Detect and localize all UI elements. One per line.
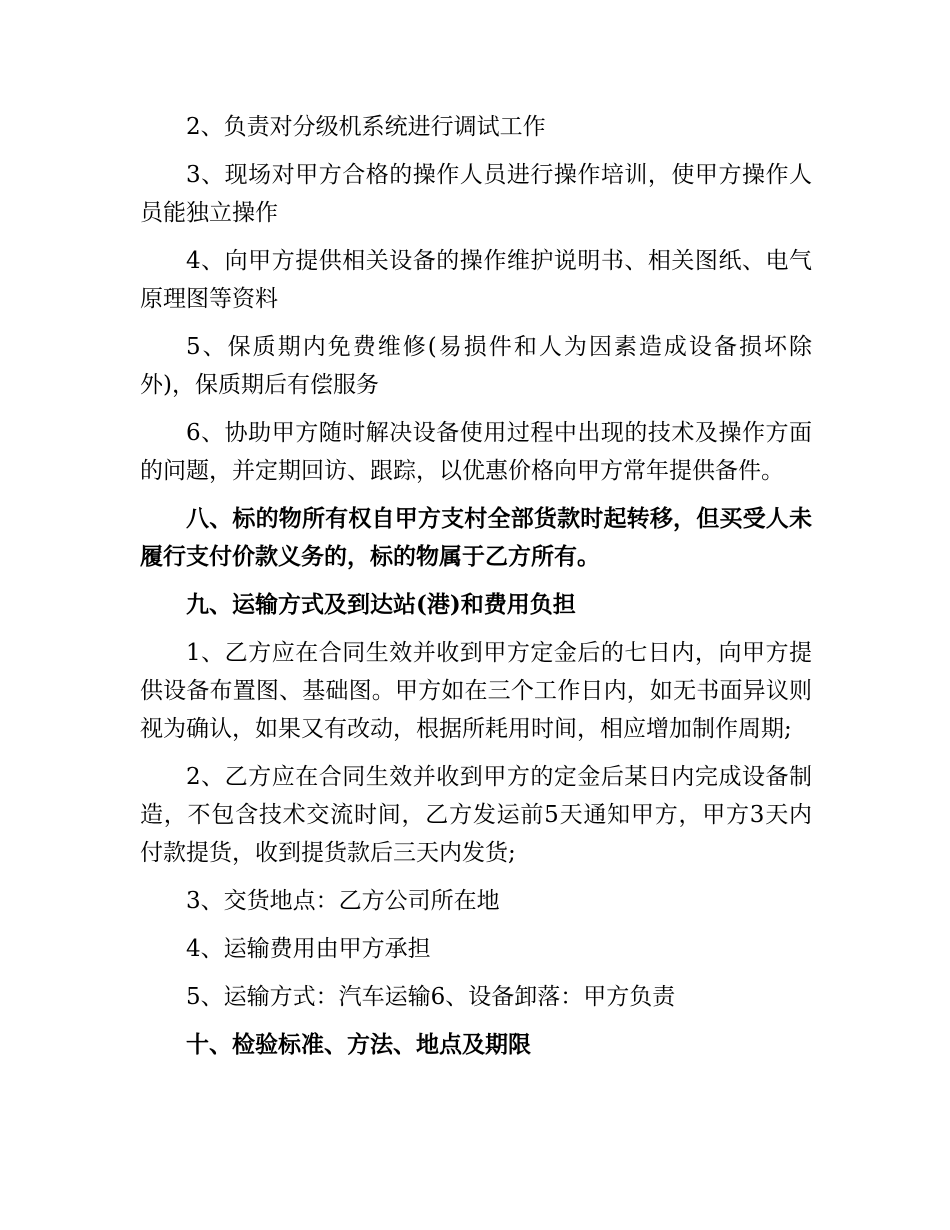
paragraph-transport-item-5: 5、运输方式：汽车运输6、设备卸落：甲方负责 <box>186 984 676 1010</box>
paragraph-transport-item-1: 1、乙方应在合同生效并收到甲方定金后的七日内，向甲方提供设备布置图、基础图。甲方如在三个工作日内，如无书面异议则视为确认，如果又有改动，根据所耗用时间，相应增加制作周期; <box>140 640 812 742</box>
paragraph-transport-item-4: 4、运输费用由甲方承担 <box>186 936 431 962</box>
section-heading-8: 八、标的物所有权自甲方支村全部货款时起转移，但买受人未履行支付价款义务的，标的物属于乙方所有。 <box>140 505 812 570</box>
paragraph-transport-item-3: 3、交货地点：乙方公司所在地 <box>186 888 500 914</box>
paragraph-service-item-4: 4、向甲方提供相关设备的操作维护说明书、相关图纸、电气原理图等资料 <box>140 248 812 312</box>
section-heading-10: 十、检验标准、方法、地点及期限 <box>186 1031 531 1058</box>
paragraph-transport-item-2: 2、乙方应在合同生效并收到甲方的定金后某日内完成设备制造，不包含技术交流时间，乙方发运前5天通知甲方，甲方3天内付款提货，收到提货款后三天内发货; <box>140 764 812 866</box>
paragraph-service-item-3: 3、现场对甲方合格的操作人员进行操作培训，使甲方操作人员能独立操作 <box>140 162 812 226</box>
document-page <box>140 108 812 1064</box>
paragraph-service-item-5: 5、保质期内免费维修(易损件和人为因素造成设备损坏除外)，保质期后有偿服务 <box>140 334 812 398</box>
section-heading-9: 九、运输方式及到达站(港)和费用负担 <box>186 591 576 618</box>
paragraph-service-item-2: 2、负责对分级机系统进行调试工作 <box>186 114 546 140</box>
paragraph-service-item-6: 6、协助甲方随时解决设备使用过程中出现的技术及操作方面的问题，并定期回访、跟踪，以优惠价格向甲方常年提供备件。 <box>140 420 812 484</box>
